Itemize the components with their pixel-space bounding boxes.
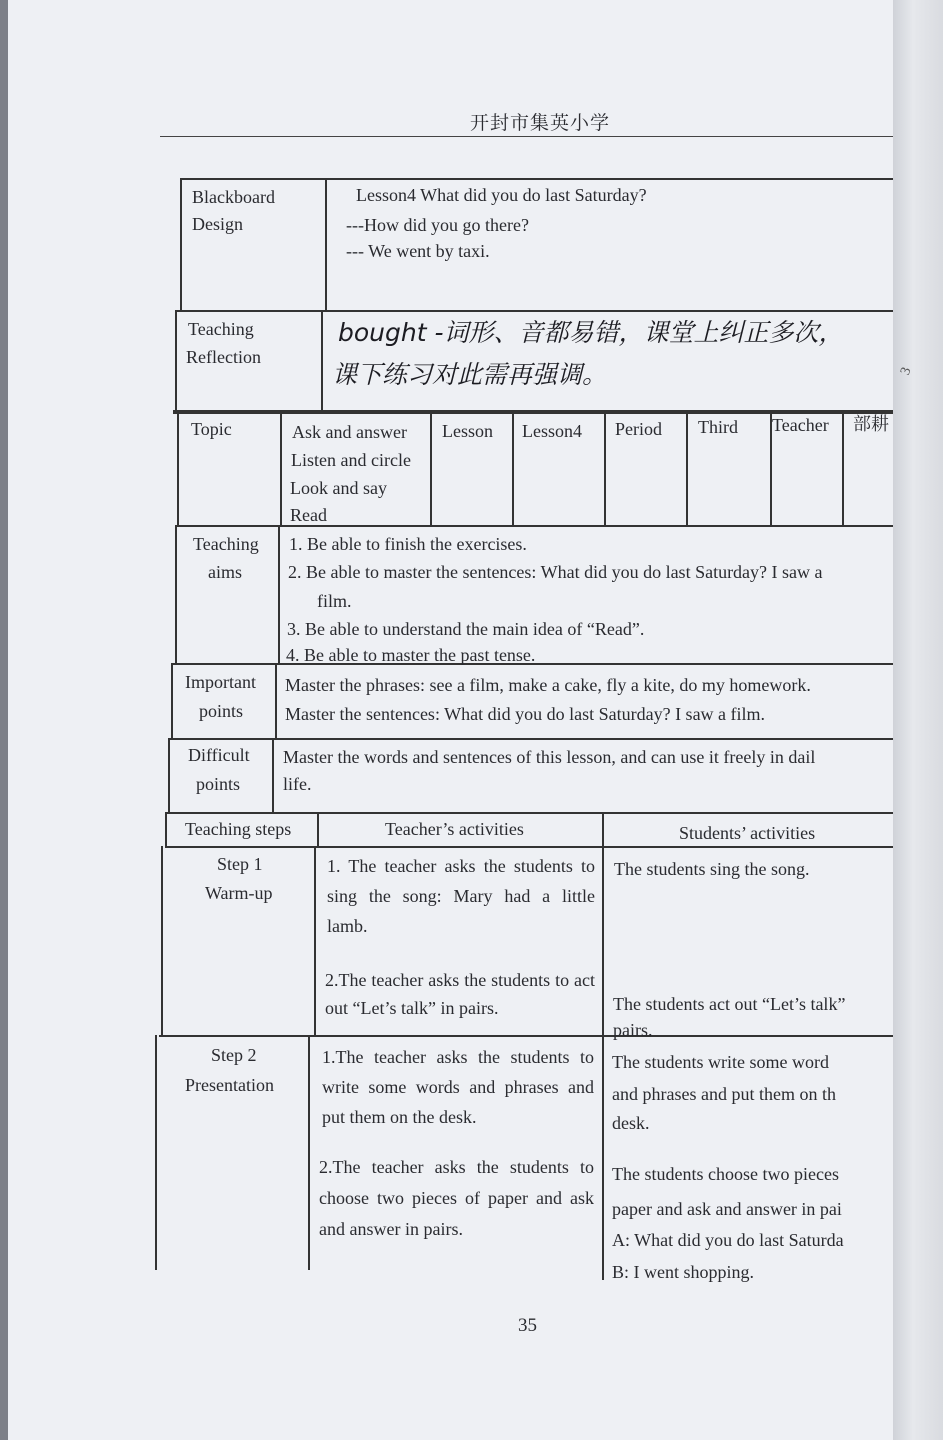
- important-line: Master the sentences: What did you do last Saturday? I saw a film.: [285, 704, 766, 724]
- table-border: [275, 663, 277, 740]
- step1-teacher-activity: 1. The teacher asks the students to sing the song: Mary had a little lamb.: [327, 856, 595, 936]
- period-label: Period: [615, 419, 662, 439]
- step2-student-activity-b: and phrases and put them on th: [612, 1084, 836, 1104]
- step2-label-2: Presentation: [185, 1075, 274, 1095]
- table-border: [280, 412, 282, 526]
- blackboard-line: ---How did you go there?: [346, 215, 529, 235]
- handwritten-reflection-2: 课下练习对此需再强调。: [332, 360, 608, 389]
- teacher-label: Teacher: [772, 415, 829, 435]
- table-border: [325, 178, 327, 312]
- table-border: [512, 412, 514, 526]
- step1-student-activity-2b: pairs.: [613, 1020, 653, 1040]
- school-header: 开封市集英小学: [470, 112, 611, 134]
- aim-item: 2. Be able to master the sentences: What did you do last Saturday? I saw a: [288, 562, 823, 582]
- important-line: Master the phrases: see a film, make a cake, fly a kite, do my homework.: [285, 675, 811, 695]
- blackboard-line: --- We went by taxi.: [346, 241, 490, 261]
- step2-student-activity-2b: paper and ask and answer in pai: [612, 1199, 842, 1219]
- steps-header: Teaching steps: [185, 819, 292, 839]
- table-border: [604, 412, 606, 526]
- aims-label: Teaching: [193, 534, 259, 554]
- table-border: [278, 525, 280, 665]
- step2-student-activity: The students write some word: [612, 1052, 829, 1072]
- aim-item: 4. Be able to master the past tense.: [286, 645, 536, 665]
- student-activities-header: Students’ activities: [679, 823, 816, 843]
- step2-teacher-activity-2: 2.The teacher asks the students to choose two pieces of paper and ask and answer in pairs.: [319, 1157, 594, 1239]
- teacher-activities-header: Teacher’s activities: [385, 819, 524, 839]
- topic-item: Ask and answer: [292, 422, 407, 442]
- table-border: [177, 310, 893, 312]
- step1-student-activity-2: The students act out “Let’s talk”: [613, 994, 846, 1014]
- table-border: [159, 1035, 893, 1037]
- aim-item: 3. Be able to understand the main idea of “Read”.: [287, 619, 645, 639]
- table-border: [175, 525, 177, 665]
- step2-label: Step 2: [211, 1045, 257, 1065]
- book-spine: [893, 0, 943, 1440]
- table-border: [272, 738, 274, 814]
- table-border: [166, 812, 893, 814]
- table-border: [686, 412, 688, 526]
- difficult-label: Difficult: [188, 745, 250, 765]
- lesson-value: Lesson4: [522, 421, 582, 441]
- reflection-label: Teaching: [188, 319, 254, 339]
- table-border: [161, 846, 163, 1036]
- step2-student-dialogue-b: B: I went shopping.: [612, 1262, 754, 1282]
- difficult-line: life.: [283, 774, 312, 794]
- step2-student-dialogue-a: A: What did you do last Saturda: [612, 1230, 844, 1250]
- step2-student-activity-c: desk.: [612, 1113, 650, 1133]
- table-border: [168, 738, 170, 814]
- table-border: [175, 525, 893, 527]
- step2-teacher-activity: 1.The teacher asks the students to write some words and phrases and put them on the desk.: [322, 1047, 594, 1127]
- table-border: [314, 846, 316, 1036]
- blackboard-label-2: Design: [192, 214, 243, 234]
- aims-label-2: aims: [208, 562, 242, 582]
- table-border: [842, 412, 844, 526]
- teacher-value: 部耕: [853, 414, 889, 435]
- table-border: [321, 310, 323, 412]
- blackboard-title: Lesson4 What did you do last Saturday?: [356, 185, 647, 205]
- handwritten-reflection: bought -词形、音都易错，课堂上纠正多次，: [338, 318, 844, 347]
- aim-item: 1. Be able to finish the exercises.: [289, 534, 527, 554]
- table-border: [180, 178, 182, 312]
- table-border: [155, 1035, 157, 1270]
- table-border: [171, 663, 173, 740]
- step1-teacher-activity-2: 2.The teacher asks the students to act out “Let’s talk” in pairs.: [325, 970, 595, 1018]
- step2-student-activity-2: The students choose two pieces: [612, 1164, 839, 1184]
- table-border: [177, 412, 179, 526]
- period-value: Third: [698, 417, 738, 437]
- table-border: [175, 310, 177, 412]
- difficult-line: Master the words and sentences of this lesson, and can use it freely in dail: [283, 747, 816, 767]
- topic-item: Listen and circle: [291, 450, 411, 470]
- table-border: [602, 1035, 604, 1280]
- table-border: [317, 812, 319, 848]
- table-border: [168, 738, 893, 740]
- step1-label-2: Warm-up: [205, 883, 273, 903]
- step1-label: Step 1: [217, 854, 263, 874]
- topic-item: Look and say: [290, 478, 387, 498]
- table-border: [430, 412, 432, 526]
- difficult-label-2: points: [196, 774, 241, 794]
- table-border: [165, 812, 167, 848]
- aim-item: film.: [317, 591, 352, 611]
- table-border: [602, 846, 604, 1036]
- table-border: [602, 812, 604, 848]
- reflection-label-2: Reflection: [186, 347, 261, 367]
- spine-margin-mark: 3: [898, 365, 915, 378]
- lesson-label: Lesson: [442, 421, 493, 441]
- table-border: [308, 1035, 310, 1270]
- step1-student-activity: The students sing the song.: [614, 859, 810, 879]
- page-number: 35: [518, 1315, 537, 1336]
- important-label-2: points: [199, 701, 244, 721]
- topic-item: Read: [290, 505, 327, 525]
- important-label: Important: [185, 672, 256, 692]
- blackboard-label: Blackboard: [192, 187, 275, 207]
- topic-label: Topic: [191, 419, 232, 439]
- table-border: [180, 178, 893, 180]
